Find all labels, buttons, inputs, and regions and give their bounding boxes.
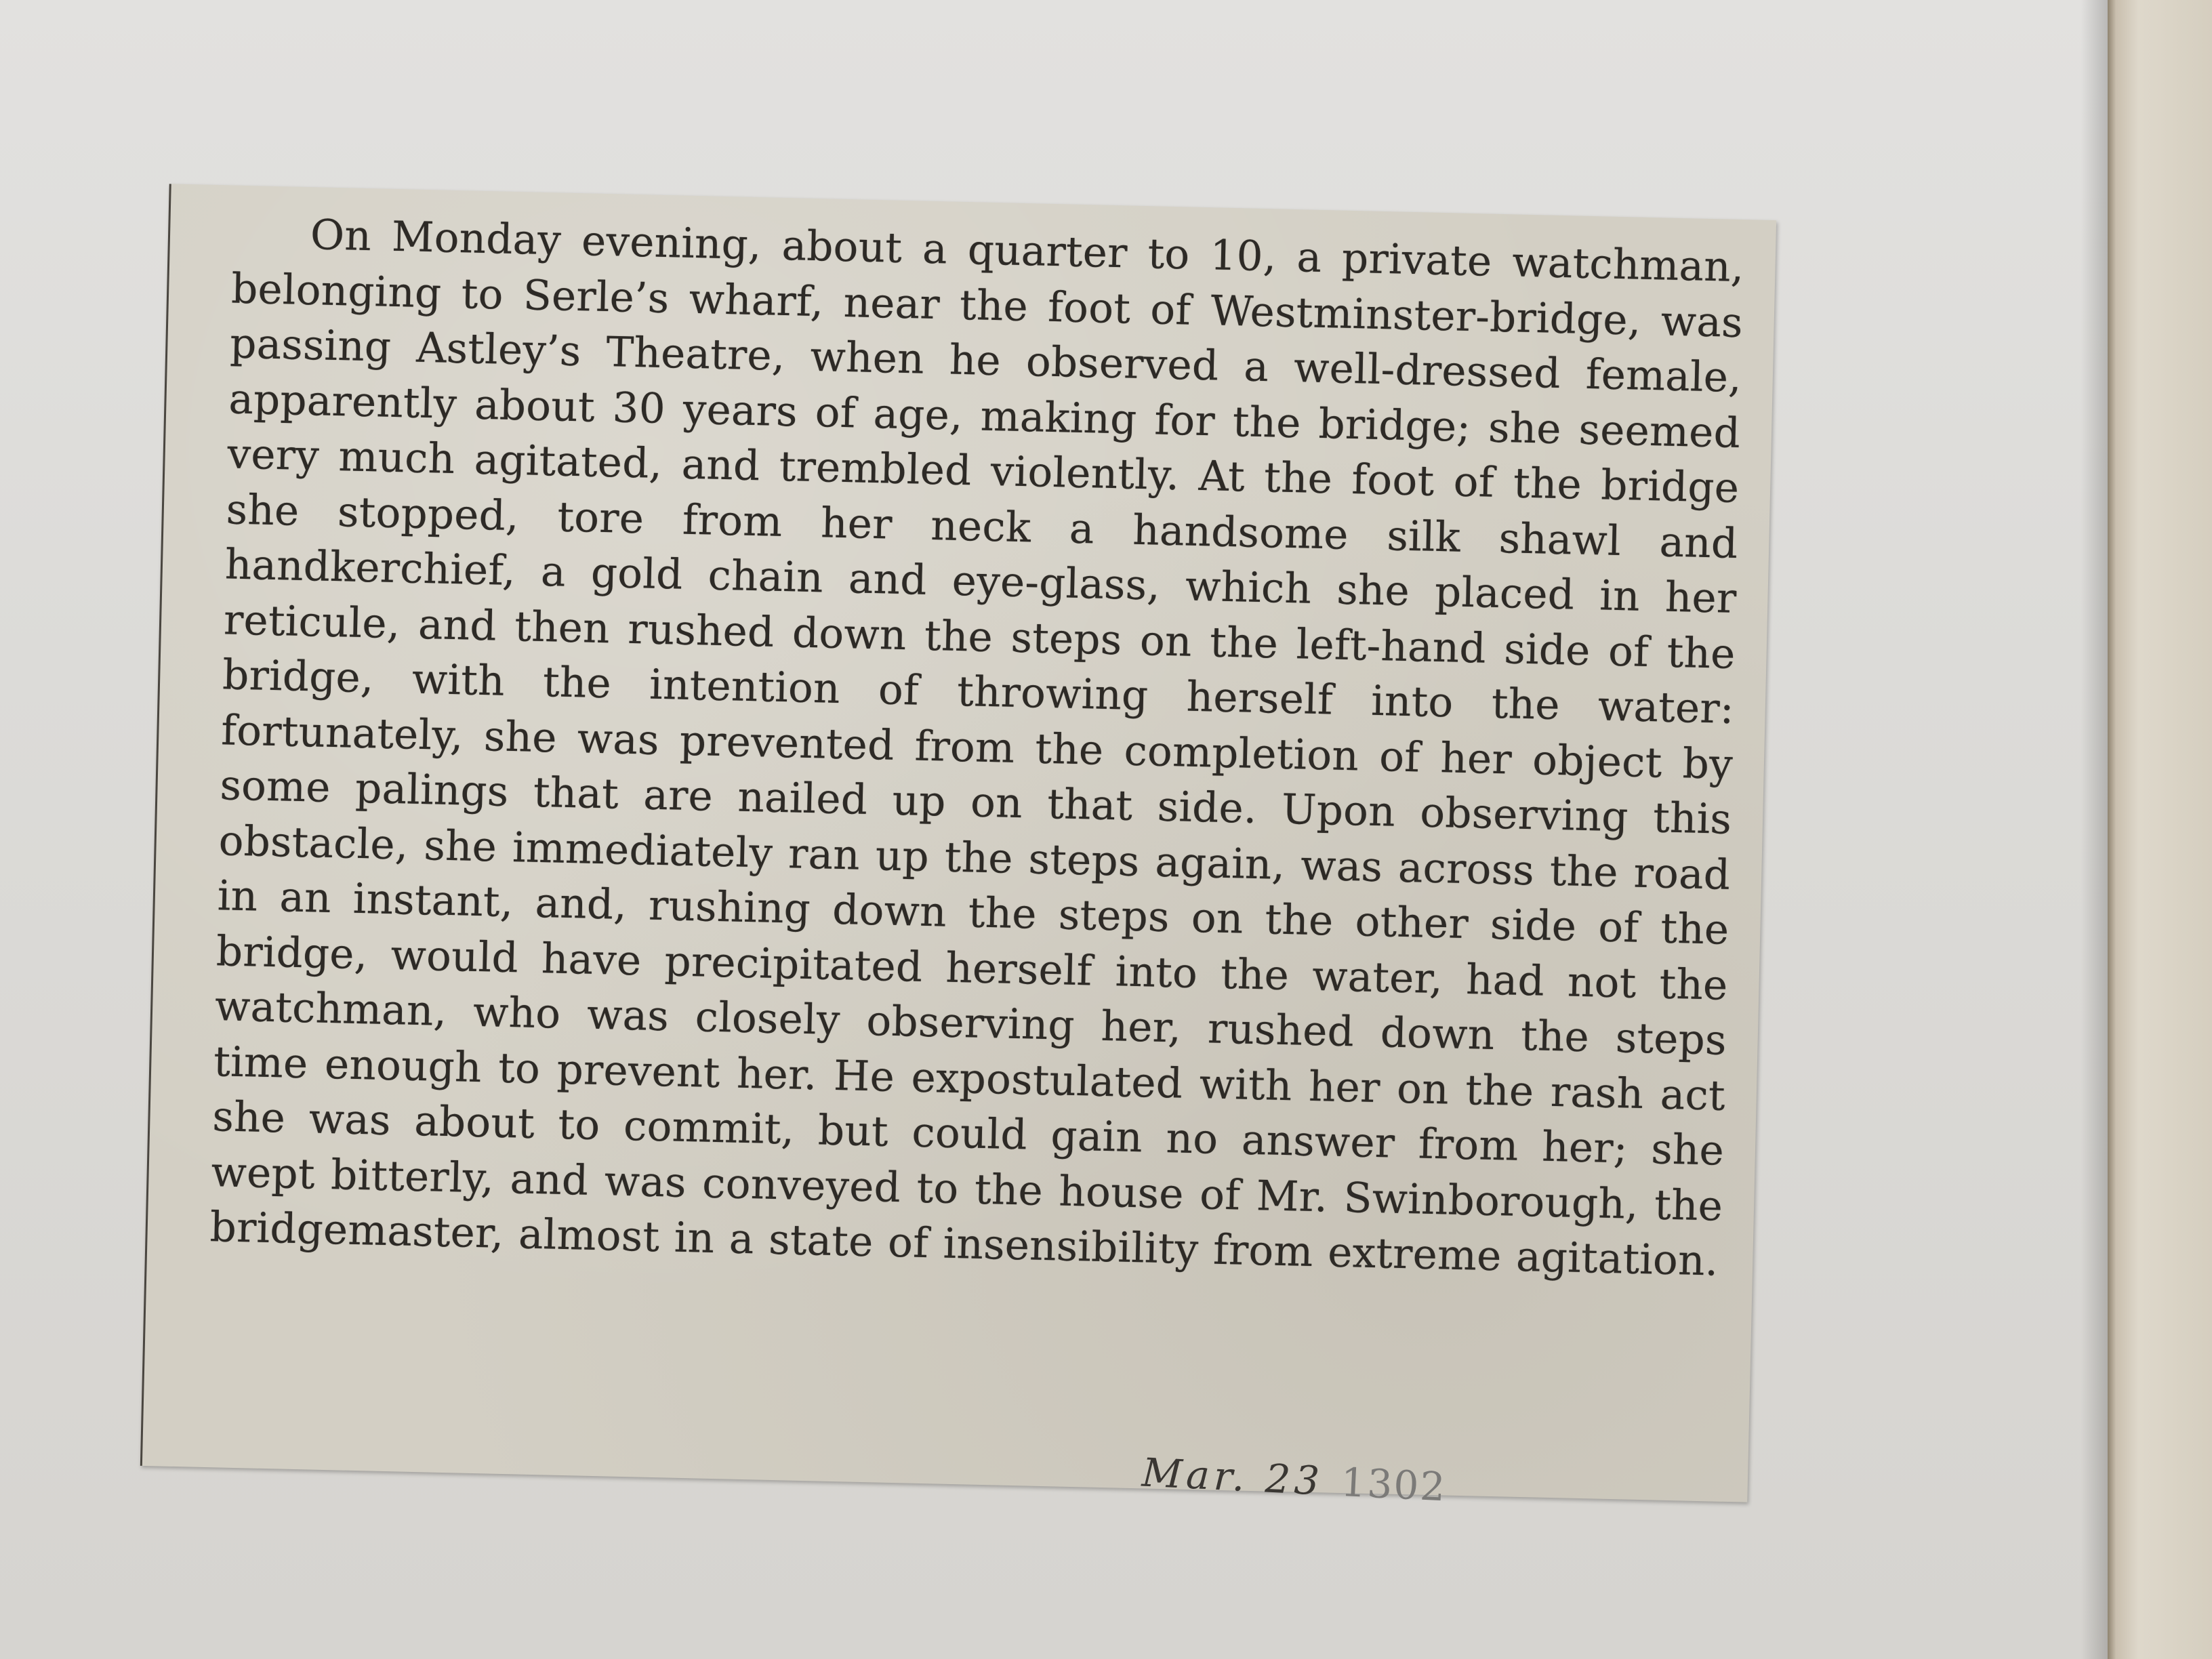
page-gutter-shadow — [2081, 0, 2108, 1659]
ink-date-note: Mar. 23 — [1141, 1449, 1325, 1504]
page-edge — [2108, 0, 2212, 1659]
pencil-number-note: 1302 — [1340, 1458, 1448, 1511]
article-body: On Monday evening, about a quarter to 10, a private watchman, belonging to Serle’s wharf, near the foot of Westminster-bridge, was passing Astley’s Theatre, when he observed a well-dressed female, apparently about 30 years of age, making for the bridge; she seemed very much agitated, and trembled violently. At the foot of the bridge she stopped, tore from her neck a handsome silk shawl and handkerchief, a gold chain and eye-glass, which she placed in her reticule, and then rushed down the steps on the left-hand side of the bridge, with the intention of throwing herself into the water: fortunately, she was prevented from the completion of her object by some palings that are nailed up on that side. Upon observing this obstacle, she immediately ran up the steps again, was across the road in an instant, and, rushing down the steps on the other side of the bridge, would have precipitated herself into the water, had not the watchman, who was closely observing her, rushed down the steps time enough to prevent her. He expostulated with her on the rash act she was about to commit, but could gain no answer from her; she wept bitterly, and was conveyed to the house of Mr. Swinborough, the bridgemaster, almost in a state of insensibility from extreme agitation. — [209, 211, 1745, 1286]
newspaper-clipping — [140, 184, 1776, 1511]
